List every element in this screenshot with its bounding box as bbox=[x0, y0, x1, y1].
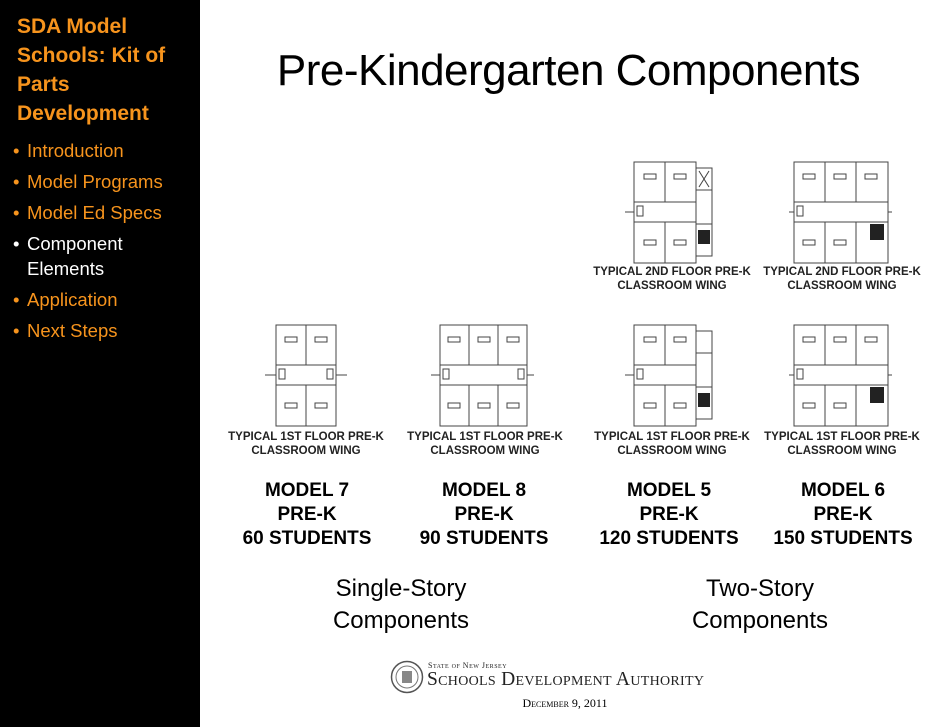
nav-item-label: Model Programs bbox=[27, 171, 163, 192]
model-7-label bbox=[222, 479, 392, 551]
bullet-icon: • bbox=[13, 233, 20, 254]
model-type: PRE-K bbox=[639, 504, 699, 525]
nav-item-model-ed-specs[interactable] bbox=[13, 200, 198, 225]
model-5-label bbox=[584, 479, 754, 551]
sidebar-title: SDA Model Schools: Kit of Parts Development bbox=[17, 15, 166, 125]
model-type: PRE-K bbox=[813, 504, 873, 525]
floor-plan-model5-1st bbox=[624, 323, 720, 428]
wing-label-model8: TYPICAL 1ST FLOOR PRE-K CLASSROOM WING bbox=[407, 431, 563, 457]
nav-item-label: Component Elements bbox=[27, 233, 123, 279]
agency-name: Schools Development Authority bbox=[427, 669, 705, 690]
footer bbox=[390, 658, 780, 718]
bullet-icon: • bbox=[13, 202, 20, 223]
nav-item-label: Introduction bbox=[27, 140, 124, 161]
model-number: MODEL 6 bbox=[800, 480, 886, 501]
sidebar-nav bbox=[13, 138, 198, 349]
model-capacity: 120 STUDENTS bbox=[599, 528, 739, 549]
slide-title: Pre-Kindergarten Components bbox=[276, 46, 861, 95]
model-number: MODEL 7 bbox=[264, 480, 350, 501]
nav-item-label: Application bbox=[27, 289, 118, 310]
model-type: PRE-K bbox=[454, 504, 514, 525]
model-number: MODEL 5 bbox=[626, 480, 712, 501]
bullet-icon: • bbox=[13, 171, 20, 192]
bullet-icon: • bbox=[13, 320, 20, 341]
nav-item-label: Next Steps bbox=[27, 320, 118, 341]
model-capacity: 60 STUDENTS bbox=[242, 528, 372, 549]
model-capacity: 90 STUDENTS bbox=[419, 528, 549, 549]
bullet-icon: • bbox=[13, 289, 20, 310]
slide-date: December 9, 2011 bbox=[522, 696, 608, 710]
floor-plan-model6-1st bbox=[788, 323, 893, 428]
model-8-label bbox=[399, 479, 569, 551]
model-number: MODEL 8 bbox=[441, 480, 527, 501]
floor-plan-model6-2nd bbox=[788, 160, 893, 265]
agency-state-label: State of New Jersey bbox=[428, 661, 508, 670]
nav-item-model-programs[interactable] bbox=[13, 169, 198, 194]
model-type: PRE-K bbox=[277, 504, 337, 525]
floor-plan-model5-2nd bbox=[624, 160, 720, 265]
group-label-two-story: Two-Story Components bbox=[691, 575, 829, 634]
floor-plan-model7-1st bbox=[263, 323, 349, 428]
wing-label-model6-2nd: TYPICAL 2ND FLOOR PRE-K CLASSROOM WING bbox=[763, 266, 921, 292]
state-seal-icon bbox=[390, 660, 424, 694]
group-label-single-story: Single-Story Components bbox=[332, 575, 470, 634]
wing-label-model5-2nd: TYPICAL 2ND FLOOR PRE-K CLASSROOM WING bbox=[593, 266, 751, 292]
floor-plan-model8-1st bbox=[430, 323, 535, 428]
nav-item-application[interactable] bbox=[13, 287, 198, 312]
nav-item-next-steps[interactable] bbox=[13, 318, 198, 343]
wing-label-model6-1st: TYPICAL 1ST FLOOR PRE-K CLASSROOM WING bbox=[764, 431, 920, 457]
bullet-icon: • bbox=[13, 140, 20, 161]
model-capacity: 150 STUDENTS bbox=[773, 528, 913, 549]
nav-item-component-elements[interactable] bbox=[13, 231, 198, 281]
wing-label-model5-1st: TYPICAL 1ST FLOOR PRE-K CLASSROOM WING bbox=[594, 431, 750, 457]
wing-label-model7: TYPICAL 1ST FLOOR PRE-K CLASSROOM WING bbox=[228, 431, 384, 457]
nav-item-label: Model Ed Specs bbox=[27, 202, 162, 223]
model-6-label bbox=[758, 479, 928, 551]
nav-item-introduction[interactable] bbox=[13, 138, 198, 163]
sidebar bbox=[0, 0, 200, 727]
